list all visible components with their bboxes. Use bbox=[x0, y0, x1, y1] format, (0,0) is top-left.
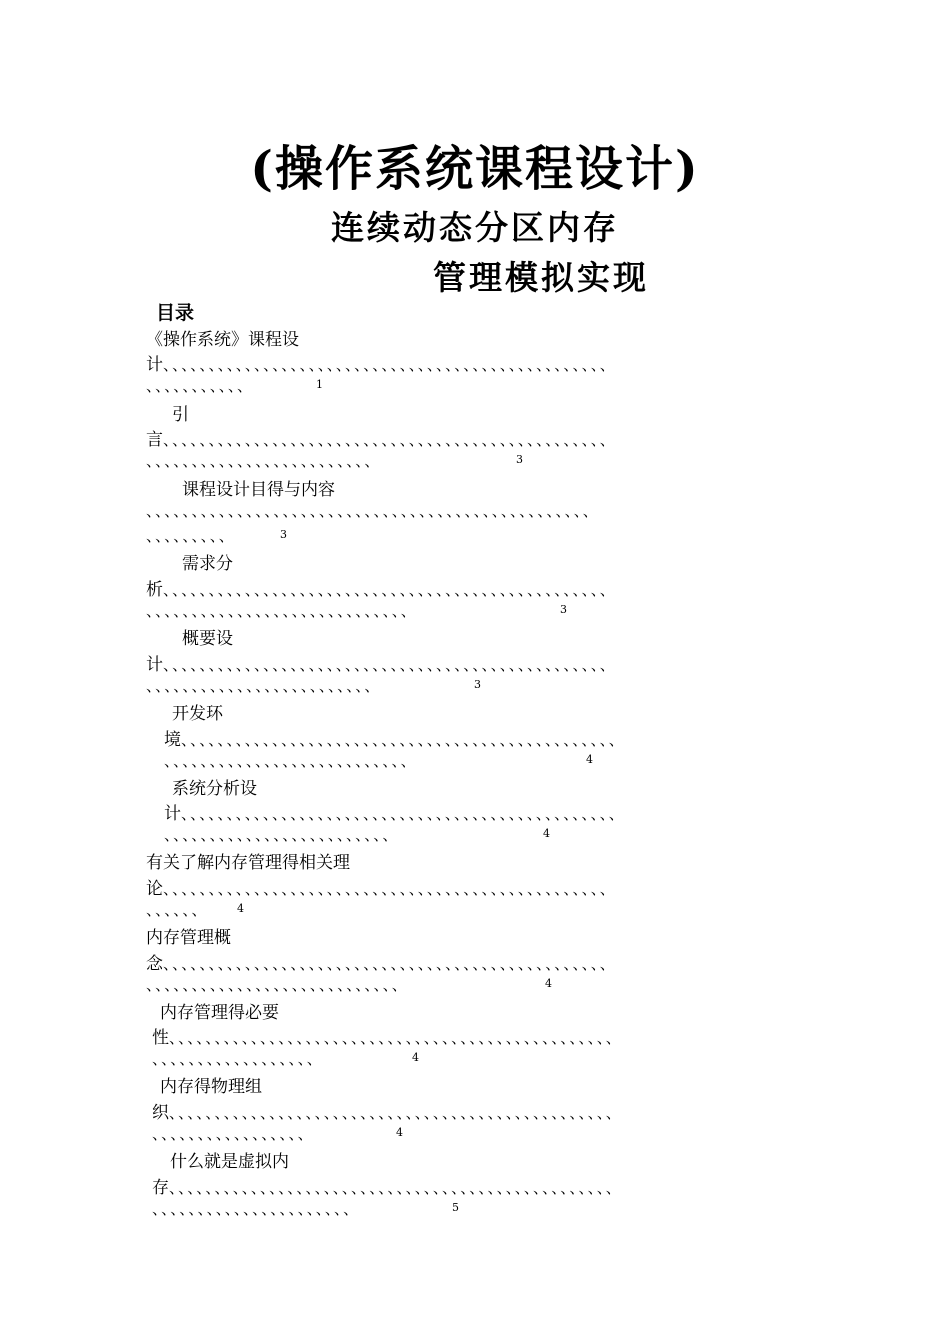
toc-entry-title-continuation: 论 bbox=[146, 879, 163, 899]
toc-leader-dots: 、、、、、、、、、、、、、、、、、、、、、、、、、、、、、、、、、、、、、、、、、、、、、、、、、 bbox=[169, 1104, 623, 1122]
toc-entry-leader bbox=[146, 650, 795, 675]
toc-page-number: 4 bbox=[396, 1126, 403, 1139]
toc-entry-leader bbox=[146, 874, 795, 899]
toc-entry-leader bbox=[146, 500, 795, 521]
toc-page-number: 4 bbox=[545, 977, 552, 990]
toc-entry-title[interactable]: 概要设 bbox=[182, 629, 233, 649]
toc-entry-title[interactable]: 内存管理概 bbox=[146, 928, 231, 948]
toc-leader-dots: 、、、、、、、、、、、、、、、、、、、、、、、、、、、、、、、、、、、、、、、、、、、、、、、、、 bbox=[169, 1179, 623, 1197]
toc-entry-title-continuation: 计 bbox=[146, 655, 163, 675]
toc-leader-dots: 、、、、、、、、、、、、、、、、、、、、、、、、、、、、、、、、、、、、、、、、、、、、、、、、、 bbox=[163, 656, 617, 674]
toc-entry-leader bbox=[152, 1023, 795, 1048]
toc-entry-title-continuation: 析 bbox=[146, 580, 163, 600]
toc-page-number: 3 bbox=[516, 453, 523, 466]
toc-page-number: 3 bbox=[560, 603, 567, 616]
toc-entry-title[interactable]: 内存得物理组 bbox=[160, 1077, 262, 1097]
toc-leader-dots: 、、、、、、、、、、、、、、、、、、、、、、、、、、、、、、、、、、、、、、、、、、、、、、、、、 bbox=[163, 431, 617, 449]
toc-entry-title-continuation: 言 bbox=[146, 430, 163, 450]
toc-leader-dots: 、、、、、、、、、、、、、、、、、、、、、、、、、、、、、、、、、、、、、、、、、、、、、、、、、 bbox=[146, 502, 600, 520]
toc-heading: 目录 bbox=[156, 302, 195, 324]
toc-entry-title-continuation: 念 bbox=[146, 954, 163, 974]
toc-entry-leader bbox=[146, 425, 795, 450]
toc-leader-dots-continued: 、、、、、、、、、、、、、、、、、 bbox=[152, 1125, 315, 1143]
document-subtitle-line1: 连续动态分区内存 bbox=[331, 208, 619, 247]
document-subtitle-line2: 管理模拟实现 bbox=[433, 258, 649, 297]
toc-entry-title-continuation: 存 bbox=[152, 1178, 169, 1198]
toc-leader-dots-continued: 、、、、、、、、、、、 bbox=[146, 377, 254, 395]
toc-entry-title[interactable]: 需求分 bbox=[182, 554, 233, 574]
toc-entry-title-continuation: 计 bbox=[146, 355, 163, 375]
toc-leader-dots-continued: 、、、、、、 bbox=[146, 901, 209, 919]
toc-entry-leader bbox=[146, 949, 795, 974]
toc-leader-dots-continued: 、、、、、、、、、、、、、、、、、、、、、、、、、、、 bbox=[164, 752, 418, 770]
toc-entry-leader bbox=[146, 575, 795, 600]
toc-leader-dots: 、、、、、、、、、、、、、、、、、、、、、、、、、、、、、、、、、、、、、、、、、、、、、、、、、 bbox=[163, 955, 617, 973]
toc-page-number: 5 bbox=[452, 1201, 459, 1214]
toc-page-number: 4 bbox=[237, 902, 244, 915]
toc-page-number: 1 bbox=[316, 378, 323, 391]
toc-leader-dots: 、、、、、、、、、、、、、、、、、、、、、、、、、、、、、、、、、、、、、、、、、、、、、、、、、 bbox=[163, 356, 617, 374]
toc-entry-leader bbox=[146, 350, 795, 375]
toc-entry-title[interactable]: 有关了解内存管理得相关理 bbox=[146, 853, 350, 873]
toc-leader-dots-continued: 、、、、、、、、、、、、、、、、、、、、、、、、、 bbox=[146, 452, 382, 470]
toc-entry-title[interactable]: 开发环 bbox=[172, 704, 223, 724]
toc-leader-dots: 、、、、、、、、、、、、、、、、、、、、、、、、、、、、、、、、、、、、、、、、、、、、、、、、 bbox=[181, 805, 626, 823]
toc-leader-dots-continued: 、、、、、、、、、、、、、、、、、、、、、、、、、 bbox=[146, 677, 382, 695]
toc-leader-dots-continued: 、、、、、、、、、 bbox=[146, 527, 236, 545]
toc-leader-dots: 、、、、、、、、、、、、、、、、、、、、、、、、、、、、、、、、、、、、、、、、、、、、、、、、、 bbox=[163, 581, 617, 599]
toc-page-number: 3 bbox=[280, 528, 287, 541]
toc-leader-dots-continued: 、、、、、、、、、、、、、、、、、、、、、、、、、、、、、 bbox=[146, 602, 418, 620]
toc-leader-dots-continued: 、、、、、、、、、、、、、、、、、、、、、、、、、、、、 bbox=[146, 976, 409, 994]
toc-entry-title-continuation: 织 bbox=[152, 1103, 169, 1123]
toc-entry-title-continuation: 境 bbox=[164, 730, 181, 750]
toc-leader-dots: 、、、、、、、、、、、、、、、、、、、、、、、、、、、、、、、、、、、、、、、、、、、、、、、、 bbox=[181, 731, 626, 749]
toc-entry-title[interactable]: 《操作系统》课程设 bbox=[146, 330, 299, 350]
toc-page-number: 3 bbox=[474, 678, 481, 691]
toc-entry-title[interactable]: 引 bbox=[172, 405, 189, 425]
toc-entry-title[interactable]: 系统分析设 bbox=[172, 779, 257, 799]
toc-entry-title[interactable]: 什么就是虚拟内 bbox=[170, 1152, 289, 1172]
toc-page-number: 4 bbox=[586, 753, 593, 766]
toc-entry-title[interactable]: 课程设计目得与内容 bbox=[182, 480, 335, 500]
toc-entry-leader bbox=[164, 725, 795, 750]
toc-entry-leader bbox=[152, 1098, 795, 1123]
toc-leader-dots-continued: 、、、、、、、、、、、、、、、、、、、、、、、、、 bbox=[164, 826, 400, 844]
toc-leader-dots-continued: 、、、、、、、、、、、、、、、、、、、、、、 bbox=[152, 1200, 360, 1218]
toc-entry-title-continuation: 性 bbox=[152, 1028, 169, 1048]
toc-page-number: 4 bbox=[543, 827, 550, 840]
toc-page-number: 4 bbox=[412, 1051, 419, 1064]
document-title: (操作系统课程设计) bbox=[250, 141, 700, 197]
toc-leader-dots: 、、、、、、、、、、、、、、、、、、、、、、、、、、、、、、、、、、、、、、、、、、、、、、、、、 bbox=[169, 1029, 623, 1047]
toc-entry-leader bbox=[164, 799, 795, 824]
toc-leader-dots-continued: 、、、、、、、、、、、、、、、、、、 bbox=[152, 1050, 324, 1068]
toc-entry-title[interactable]: 内存管理得必要 bbox=[160, 1003, 279, 1023]
toc-entry-title-continuation: 计 bbox=[164, 804, 181, 824]
toc-leader-dots: 、、、、、、、、、、、、、、、、、、、、、、、、、、、、、、、、、、、、、、、、、、、、、、、、、 bbox=[163, 880, 617, 898]
toc-entry-leader bbox=[152, 1173, 795, 1198]
